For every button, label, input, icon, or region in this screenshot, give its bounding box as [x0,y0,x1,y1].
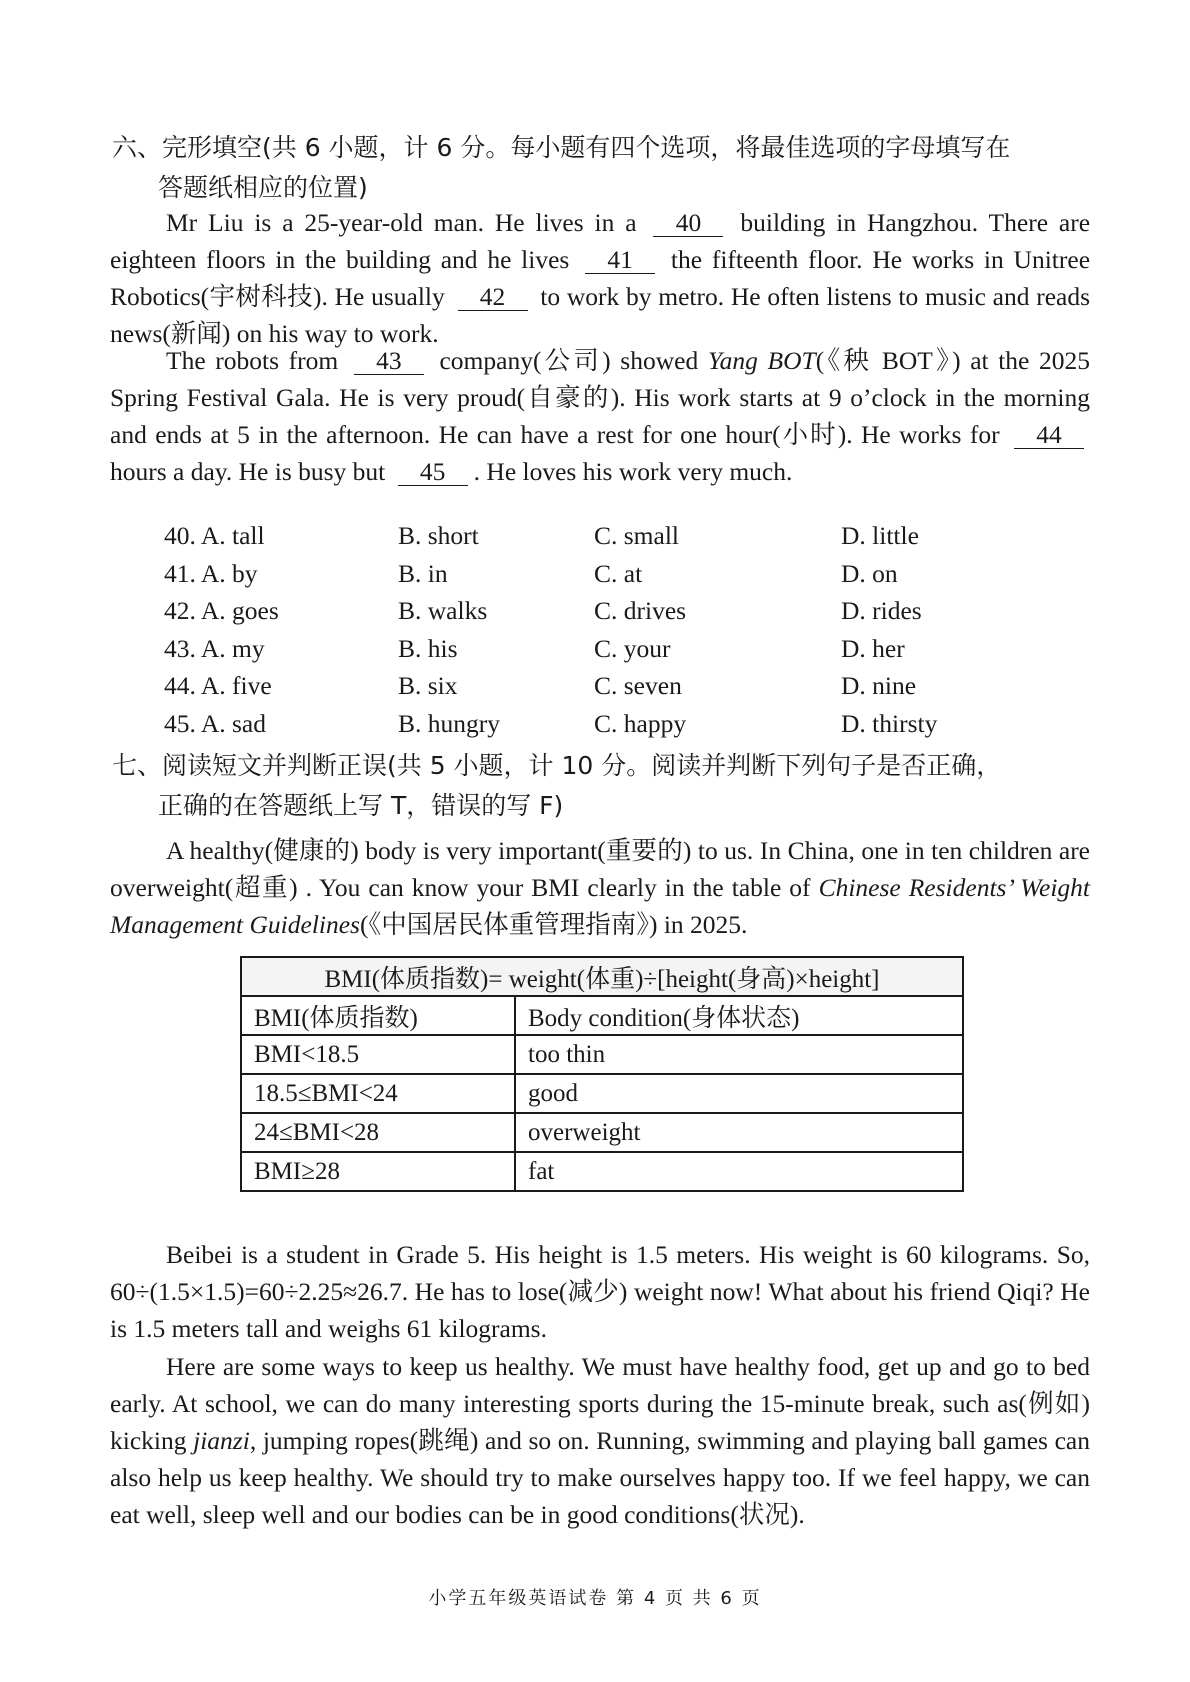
section-6-title-line2: 答题纸相应的位置) [158,173,368,202]
column-header: BMI(体质指数) [241,996,515,1035]
option-d: D. thirsty [841,708,938,738]
option-d: D. rides [841,596,922,625]
option-a: 42. A. goes [164,596,279,625]
option-c: C. happy [594,708,687,738]
option-row [164,667,1064,705]
option-row [164,517,1064,555]
cloze-text: to work by metro. He often listens to music and reads news(新闻) on his way to work. [110,282,1090,348]
cloze-text: hours a day. He is busy but [110,457,386,486]
option-d: D. on [841,558,898,588]
blank-41: 41 [585,247,655,274]
section-7-title-line2: 正确的在答题纸上写 T，错误的写 F) [158,791,564,820]
option-a: 40. A. tall [164,521,265,550]
option-b: B. walks [398,596,488,625]
reading-text: , jumping ropes(跳绳) and so on. Running, swimming and playing ball games can also help us keep healthy. We should try to make ourselves happy too. If we feel happy, we can eat well, sleep well and our bodies can be in good conditions(状况). [110,1426,1090,1529]
reading-text: Beibei is a student in Grade 5. His height is 1.5 meters. His weight is 60 kilograms. So, 60÷(1.5×1.5)=60÷2.25≈26.7. He has to lose(减少) weight now! What about his friend Qiqi? He is 1.5 meters tall and weighs 61 kilograms. [110,1240,1090,1343]
bmi-table [240,956,964,1192]
cloze-text: . He loves his work very much. [473,457,793,486]
option-b: B. his [398,633,458,663]
table-row [241,1035,963,1074]
table-row [241,1074,963,1113]
table-row [241,1113,963,1152]
option-a: 44. A. five [164,671,272,700]
page-footer: 小学五年级英语试卷 第 4 页 共 6 页 [428,1588,762,1609]
body-condition: good [515,1074,963,1113]
bmi-range: BMI≥28 [241,1152,515,1191]
option-row [164,705,1064,743]
blank-40: 40 [653,210,723,237]
table-row [241,996,963,1035]
guideline-title: Chinese Residents’ Weight Management Guidelines [110,873,1091,939]
reading-text: A healthy(健康的) body is very important(重要的) to us. In China, one in ten children are overweight(超重) . You can know your BMI clearly in the table of [110,836,1090,902]
section-7-title-line1: 七、阅读短文并判断正误(共 5 小题，计 10 分。阅读并判断下列句子是否正确， [112,751,1002,780]
section-6-heading [112,128,1092,208]
option-b: B. six [398,671,458,700]
option-a: 41. A. by [164,558,258,588]
cloze-text: The robots from [166,346,339,375]
bmi-range: 24≤BMI<28 [241,1113,515,1152]
option-row [164,630,1064,668]
option-row [164,592,1064,630]
option-b: B. short [398,521,479,550]
cloze-paragraph-1 [110,204,1090,352]
body-condition: too thin [515,1035,963,1074]
cloze-text: (《秧 BOT》) at the 2025 Spring Festival Gala. He is very proud(自豪的). His work starts at 9 o’clock in the morning and ends at 5 in the afternoon. He can have a rest for one hour(小时). He works for [110,346,1090,449]
section-7-heading [112,746,1092,826]
option-b: B. in [398,558,448,588]
reading-paragraph-healthy [110,1348,1090,1533]
table-row [241,957,963,996]
option-c: C. drives [594,596,687,625]
answer-options [164,517,1064,742]
blank-43: 43 [354,348,424,375]
cloze-text: building in Hangzhou. There are eighteen floors in the building and he lives [110,208,1091,274]
option-d: D. her [841,633,905,663]
bmi-range: BMI<18.5 [241,1035,515,1074]
option-c: C. your [594,633,671,663]
italic-title: Yang BOT [707,346,816,375]
option-d: D. nine [841,671,917,700]
italic-word: jianzi [193,1426,250,1455]
reading-paragraph-beibei [110,1236,1090,1347]
body-condition: fat [515,1152,963,1191]
option-b: B. hungry [398,708,500,738]
bmi-formula: BMI(体质指数)= weight(体重)÷[height(身高)×height] [241,957,963,996]
cloze-text: Mr Liu is a 25-year-old man. He lives in a [166,208,637,237]
option-a: 45. A. sad [164,708,266,738]
reading-text: (《中国居民体重管理指南》) in 2025. [359,910,748,939]
reading-text: Here are some ways to keep us healthy. We must have healthy food, get up and go to bed early. At school, we can do many interesting sports during the 15-minute break, such as(例如) kicking [110,1352,1090,1455]
reading-intro [110,832,1090,943]
option-row [164,555,1064,593]
section-6-title-line1: 六、完形填空(共 6 小题，计 6 分。每小题有四个选项，将最佳选项的字母填写在 [112,133,1011,162]
table-row [241,1152,963,1191]
option-a: 43. A. my [164,633,265,663]
option-d: D. little [841,521,919,550]
option-c: C. at [594,558,643,588]
option-c: C. small [594,521,680,550]
blank-42: 42 [458,284,528,311]
column-header: Body condition(身体状态) [515,996,963,1035]
option-c: C. seven [594,671,682,700]
cloze-text: the fifteenth floor. He works in Unitree Robotics(宇树科技). He usually [110,245,1091,311]
cloze-text: company(公司) showed [439,346,699,375]
blank-44: 44 [1014,422,1084,449]
bmi-range: 18.5≤BMI<24 [241,1074,515,1113]
cloze-paragraph-2 [110,342,1090,490]
body-condition: overweight [515,1113,963,1152]
blank-45: 45 [398,459,468,486]
